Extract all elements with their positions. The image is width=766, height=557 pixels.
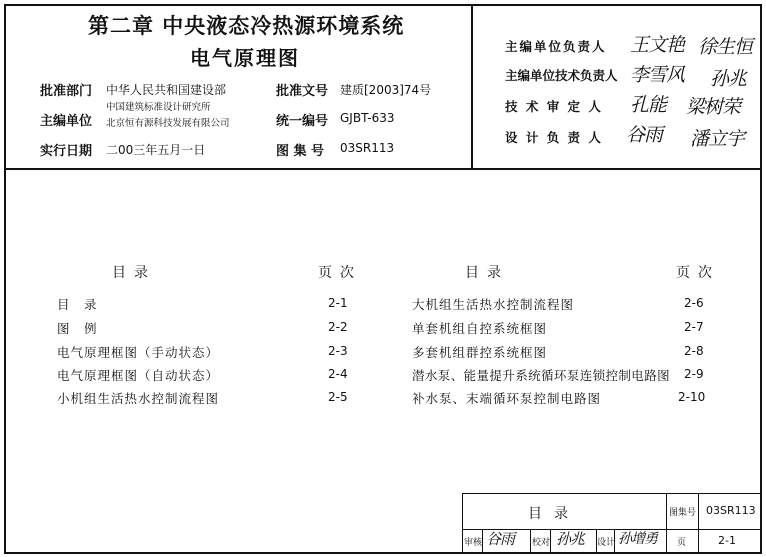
- tb-review-signature: 谷雨: [486, 530, 515, 548]
- approval-dept-label: 批准部门: [40, 84, 93, 99]
- toc-item-manual-diagram: 电气原理框图（手动状态）: [57, 345, 220, 360]
- tb-check-signature: 孙兆: [556, 530, 585, 548]
- toc-page-header-left: 页次: [318, 265, 362, 281]
- tb-col-line-1: [666, 493, 667, 553]
- tb-col-line-2: [698, 493, 699, 553]
- tb-check-label: 校对: [532, 538, 551, 548]
- toc-page-auto-diagram: 2-4: [328, 367, 348, 381]
- toc-page-large-unit-hotwater: 2-6: [684, 296, 704, 310]
- header-divider: [471, 4, 473, 170]
- toc-page-small-unit-hotwater: 2-5: [328, 390, 348, 404]
- resp-label-tech-review: 技 术 审 定 人: [505, 99, 603, 114]
- toc-page-header-right: 页次: [676, 265, 720, 281]
- toc-header-left: 目录: [112, 265, 156, 281]
- toc-page-single-unit-control: 2-7: [684, 320, 704, 334]
- toc-item-single-unit-control: 单套机组自控系统框图: [412, 321, 548, 336]
- frame-left: [4, 4, 6, 554]
- toc-page-contents: 2-1: [328, 296, 348, 310]
- toc-item-legend: 图 例: [57, 321, 98, 336]
- frame-top: [4, 4, 762, 6]
- resp-label-tech-chief: 主编单位技术负责人: [505, 68, 618, 83]
- effective-date-value: 二00三年五月一日: [106, 143, 206, 157]
- signature-design-lead-1: 谷雨: [626, 124, 663, 146]
- toc-page-group-control: 2-8: [684, 344, 704, 358]
- tb-sub-line-2: [530, 529, 531, 553]
- unified-no-value: GJBT-633: [340, 111, 395, 125]
- signature-tech-chief-2: 孙兆: [710, 68, 747, 90]
- frame-right: [760, 4, 762, 554]
- resp-label-chief-editor: 主编单位负责人: [505, 39, 607, 54]
- toc-item-small-unit-hotwater: 小机组生活热水控制流程图: [57, 391, 220, 406]
- frame-bottom: [4, 552, 762, 554]
- signature-tech-review-1: 孔能: [630, 94, 667, 116]
- approval-doc-value: 建质[2003]74号: [340, 83, 432, 97]
- tb-sub-line-3: [550, 529, 551, 553]
- tb-left-line: [462, 493, 463, 553]
- approval-dept-value: 中华人民共和国建设部: [106, 83, 227, 97]
- unified-no-label: 统一编号: [276, 114, 329, 129]
- tb-design-signature: 孙增勇: [618, 531, 657, 547]
- approval-doc-label: 批准文号: [276, 84, 329, 99]
- chapter-title: 第二章 中央液态冷热源环境系统: [88, 13, 405, 38]
- tb-page-label: 页: [677, 538, 687, 548]
- atlas-no-label: 图 集 号: [276, 144, 325, 159]
- signature-tech-chief-1: 李雪风: [630, 64, 685, 86]
- toc-page-makeup-pump: 2-10: [678, 390, 706, 404]
- toc-page-manual-diagram: 2-3: [328, 344, 348, 358]
- signature-design-lead-2: 潘立宇: [690, 128, 745, 150]
- toc-item-group-control: 多套机组群控系统框图: [412, 345, 548, 360]
- signature-chief-editor-2: 徐生恒: [698, 36, 753, 58]
- toc-item-pump-interlock: 潜水泵、能量提升系统循环泵连锁控制电路图: [412, 368, 671, 383]
- toc-header-right: 目录: [465, 265, 509, 281]
- subtitle: 电气原理图: [190, 46, 300, 70]
- editor-unit-line2: 北京恒有源科技发展有限公司: [106, 118, 230, 129]
- tb-atlas-no-value: 03SR113: [706, 504, 756, 517]
- toc-item-large-unit-hotwater: 大机组生活热水控制流程图: [412, 297, 575, 312]
- signature-chief-editor-1: 王文艳: [630, 34, 685, 56]
- toc-item-auto-diagram: 电气原理框图（自动状态）: [57, 368, 220, 383]
- effective-date-label: 实行日期: [40, 144, 93, 159]
- resp-label-design-lead: 设 计 负 责 人: [505, 130, 603, 145]
- tb-atlas-no-label: 图集号: [669, 508, 697, 518]
- tb-top-line: [462, 493, 760, 494]
- tb-review-label: 审核: [464, 538, 483, 548]
- toc-item-contents: 目 录: [57, 297, 98, 312]
- header-separator: [4, 168, 762, 170]
- toc-page-pump-interlock: 2-9: [684, 367, 704, 381]
- toc-item-makeup-pump: 补水泵、末端循环泵控制电路图: [412, 391, 602, 406]
- tb-title: 目录: [528, 506, 580, 522]
- atlas-no-value: 03SR113: [340, 141, 395, 155]
- editor-unit-line1: 中国建筑标准设计研究所: [106, 102, 211, 113]
- toc-page-legend: 2-2: [328, 320, 348, 334]
- tb-design-label: 设计: [597, 538, 616, 548]
- tb-sub-line-1: [482, 529, 483, 553]
- editor-unit-label: 主编单位: [40, 114, 93, 129]
- signature-tech-review-2: 梁树荣: [686, 96, 741, 118]
- tb-page-value: 2-1: [718, 534, 736, 547]
